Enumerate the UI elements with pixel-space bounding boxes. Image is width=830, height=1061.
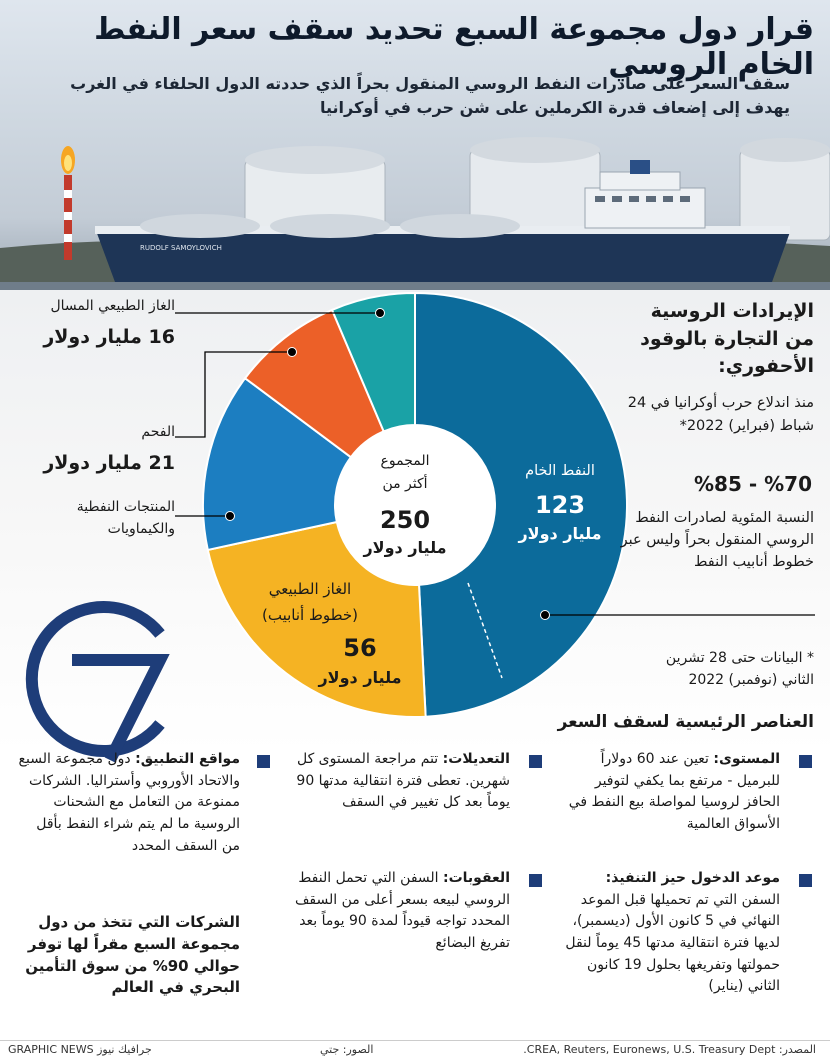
pct-dot bbox=[541, 611, 550, 620]
seaborne-percentage: %70 - %85 bbox=[694, 472, 812, 496]
gas-unit: مليار دولار bbox=[318, 668, 402, 687]
lng-value: 16 مليار دولار bbox=[43, 326, 175, 348]
data-footnote: * البيانات حتى 28 تشرين الثاني (نوفمبر) 2022 bbox=[665, 650, 814, 688]
element-level: المستوى: تعين عند 60 دولاراً للبرميل - مرتفع بما يكفي لتوفير الحافز لروسيا لمواصلة بيع النفط في الأسواق العالمية bbox=[568, 751, 780, 833]
crude-label: النفط الخام bbox=[525, 463, 595, 479]
donut-hole bbox=[335, 425, 495, 585]
oil-products-dot bbox=[226, 512, 235, 521]
lng-dot bbox=[376, 309, 385, 318]
insurance-note: الشركات التي تتخذ من دول مجموعة السبع مقراً لها توفر حوالي 90% من سوق التأمين البحري في العالم bbox=[25, 913, 240, 997]
bullet-square bbox=[529, 755, 542, 768]
page-title: قرار دول مجموعة السبع تحديد سقف سعر النفط الخام الروسي bbox=[94, 12, 814, 82]
bullet-square bbox=[529, 874, 542, 887]
revenue-period-note: منذ اندلاع حرب أوكرانيا في 24 شباط (فبراير) 2022* bbox=[627, 395, 814, 435]
subtitle-line-1: سقف السعر على صادرات النفط الروسي المنقول بحراً الذي حددته الدول الحلفاء في الغرب bbox=[70, 74, 790, 93]
seaborne-percentage-description: النسبة المئوية لصادرات النفط الروسي المنقول بحراً وليس عبر خطوط أنابيب النفط bbox=[620, 510, 814, 570]
gas-label: الغاز الطبيعي bbox=[268, 580, 352, 598]
revenue-title: الإيرادات الروسية من التجارة بالوقود الأحفوري: bbox=[640, 300, 814, 378]
gas-value: 56 bbox=[343, 634, 377, 662]
element-application: مواقع التطبيق: دول مجموعة السبع والاتحاد الأوروبي وأستراليا. الشركات ممنوعة من التعامل مع الشحنات الروسية ما لم يتم شراء النفط بأقل من السقف المحدد bbox=[18, 751, 240, 854]
footer-divider bbox=[0, 1040, 830, 1041]
oil-products-label: المنتجات النفطية والكيماويات bbox=[76, 499, 175, 537]
total-label: المجموع bbox=[380, 453, 430, 469]
coal-dot bbox=[288, 348, 297, 357]
bullet-square bbox=[257, 755, 270, 768]
elements-title: العناصر الرئيسية لسقف السعر bbox=[557, 712, 814, 732]
bullet-square bbox=[799, 874, 812, 887]
total-value: 250 bbox=[379, 506, 431, 534]
photo-credit: الصور: جتي bbox=[320, 1043, 374, 1056]
crude-value: 123 bbox=[534, 491, 586, 519]
crude-unit: مليار دولار bbox=[518, 524, 602, 543]
coal-value: 21 مليار دولار bbox=[43, 452, 175, 474]
element-penalties: العقوبات: السفن التي تحمل النفط الروسي لبيعه بسعر أعلى من السقف المحدد تواجه قيوداً لمدة 90 يوماً بعد تفريغ البضائع bbox=[294, 870, 510, 952]
ship-name: RUDOLF SAMOYLOVICH bbox=[140, 244, 222, 252]
element-entry-date: موعد الدخول حيز التنفيذ: السفن التي تم تحميلها قبل الموعد النهائي في 5 كانون الأول (ديسمبر)، لديها فترة انتقالية مدتها 45 يوماً لنقل حمولتها وتفريغها بحلول 19 كانون الثاني (يناير) bbox=[565, 870, 780, 995]
g7-logo bbox=[32, 607, 160, 760]
subtitle-line-2: يهدف إلى إضعاف قدرة الكرملين على شن حرب في أوكرانيا bbox=[320, 98, 790, 117]
gas-sublabel: (خطوط أنابيب) bbox=[261, 606, 358, 624]
brand-credit: GRAPHIC NEWS جرافيك نيوز bbox=[8, 1043, 152, 1056]
coal-label: الفحم bbox=[141, 424, 175, 440]
footer bbox=[0, 1043, 830, 1061]
source-credit: المصدر: CREA, Reuters, Euronews, U.S. Treasury Dept. bbox=[523, 1043, 816, 1056]
bullet-square bbox=[799, 755, 812, 768]
total-unit: مليار دولار bbox=[363, 538, 447, 557]
total-qualifier: أكثر من bbox=[382, 476, 428, 492]
element-amendments: التعديلات: تتم مراجعة المستوى كل شهرين. تعطى فترة انتقالية مدتها 90 يوماً بعد كل تغيير في السقف bbox=[296, 751, 510, 811]
lng-label: الغاز الطبيعي المسال bbox=[50, 298, 175, 314]
